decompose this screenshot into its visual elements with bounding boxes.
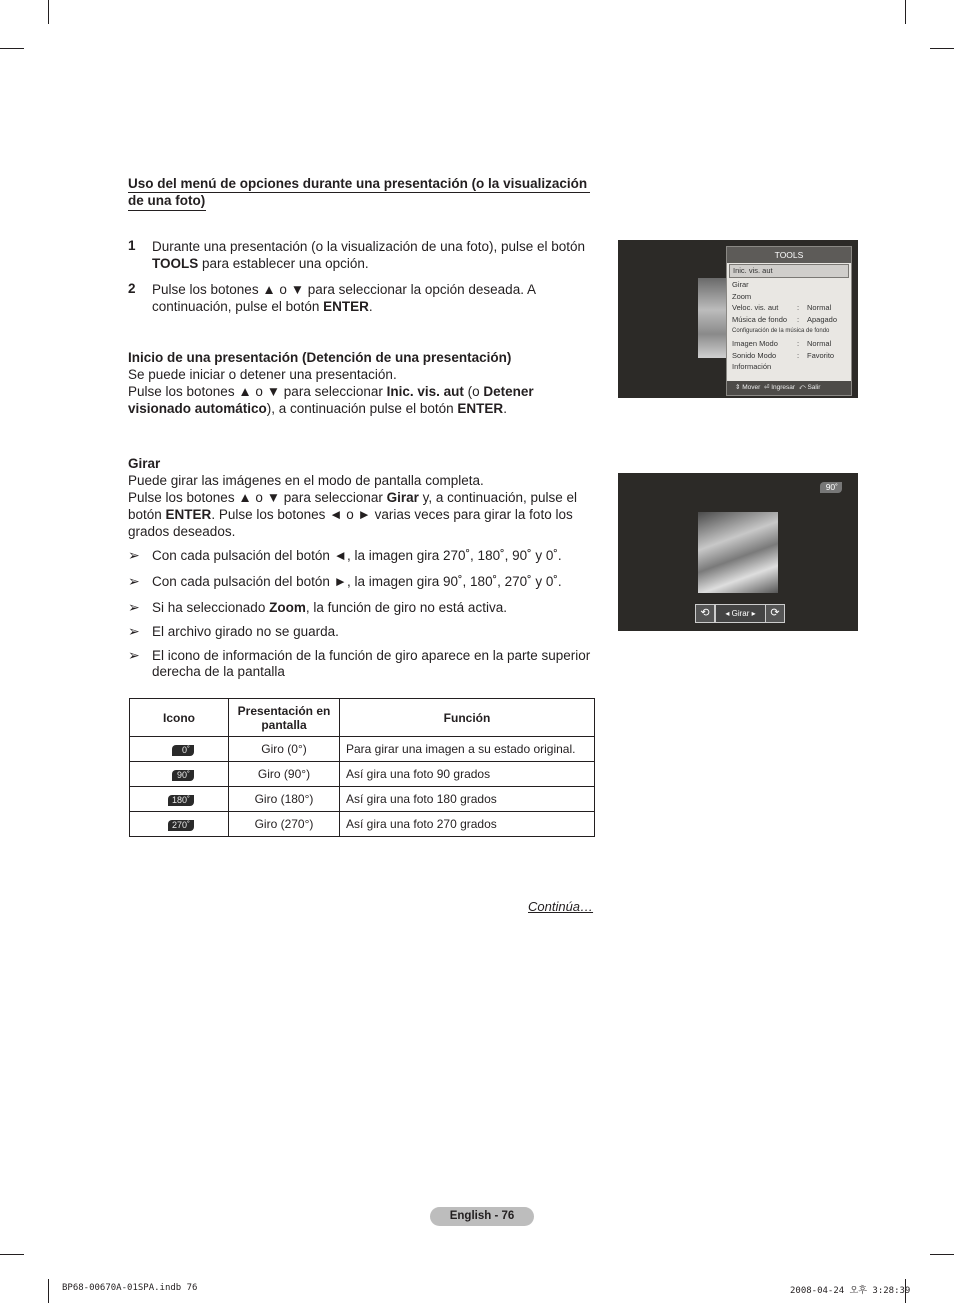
crop-mark [905,0,906,24]
rotate-right-icon[interactable]: ⟳ [765,604,785,623]
tools-menu-screenshot [618,240,858,398]
tools-menu-item[interactable]: Música de fondo : Apagado [732,315,838,325]
table-header: Icono [130,699,229,737]
rotate-screenshot [618,473,858,631]
rotate-control[interactable]: ◂ Girar ▸ [715,604,766,623]
crop-mark [0,1254,24,1255]
table-row: 0˚ Giro (0°) Para girar una imagen a su estado original. [130,737,595,762]
crop-mark [930,1254,954,1255]
step-number: 2 [128,281,136,296]
print-info-right: 2008-04-24 오후 3:28:39 [790,1286,911,1296]
photo-thumbnail [698,278,728,358]
note-arrow-icon: ➢ [128,623,140,639]
rotation-badge-icon: 90˚ [820,482,842,493]
rotation-badge-icon: 0˚ [172,745,194,756]
continue-label: Continúa… [528,899,594,914]
page-number: English - 76 [430,1207,534,1226]
section-heading: Uso del menú de opciones durante una presentación (o la visualización de una foto) [128,175,590,209]
rotate-left-icon[interactable]: ⟲ [695,604,715,623]
note-text: El icono de información de la función de giro aparece en la parte superior derecha de la pantalla [152,648,591,679]
table-row: 180˚ Giro (180°) Así gira una foto 180 grados [130,787,595,812]
note-text: Con cada pulsación del botón ◄, la imagen gira 270˚, 180˚, 90˚ y 0˚. [152,548,562,563]
step-number: 1 [128,238,136,253]
note-arrow-icon: ➢ [128,647,140,663]
rotation-icon-cell [130,737,229,762]
table-header-row [130,699,595,737]
tools-menu-item[interactable]: Imagen Modo : Normal [732,338,832,348]
note-text: El archivo girado no se guarda. [152,624,339,639]
rotation-badge-icon: 270˚ [168,820,194,831]
table-header: Función [340,699,595,737]
rotated-photo [698,512,778,593]
rotation-table [129,698,595,837]
note-text: Si ha seleccionado Zoom, la función de giro no está activa. [152,600,507,615]
rotate-title: Girar [128,456,161,471]
tools-menu [726,246,852,396]
tools-menu-item[interactable]: Girar [732,279,749,289]
table-header: Presentación en pantalla [229,699,340,737]
tools-menu-item[interactable]: Veloc. vis. aut : Normal [732,303,832,313]
crop-mark [48,1279,49,1303]
tools-menu-item[interactable]: Zoom [732,291,752,301]
rotation-badge-icon: 90˚ [172,770,194,781]
step-text: Durante una presentación (o la visualización de una foto), pulse el botón TOOLS para establecer una opción. [152,239,586,271]
enter-icon: ⏎ [763,384,770,391]
rotation-icon-cell [130,812,229,837]
tools-menu-item[interactable]: Información [732,362,772,372]
crop-mark [0,48,24,49]
note-arrow-icon: ➢ [128,599,140,615]
table-row: 90˚ Giro (90°) Así gira una foto 90 grados [130,762,595,787]
tools-menu-item[interactable]: Configuración de la música de fondo [732,327,830,334]
slideshow-title: Inicio de una presentación (Detención de una presentación) [128,350,512,365]
rotation-icon-cell [130,762,229,787]
slideshow-section: Inicio de una presentación (Detención de una presentación) Se puede iniciar o detener una presentación. Pulse los botones ▲ o ▼ para seleccionar Inic. vis. aut (o Detener visionado automático), a continuación pulse el botón ENTER. [128,350,534,416]
note-arrow-icon: ➢ [128,547,140,563]
rotation-icon-cell [130,787,229,812]
print-info-left: BP68-00670A-01SPA.indb 76 [62,1283,198,1293]
tools-menu-footer: ⇕ Mover ⏎ Ingresar ⤺ Salir [727,381,851,395]
table-row: 270˚ Giro (270°) Así gira una foto 270 grados [130,812,595,837]
updown-icon: ⇕ [735,384,741,391]
rotate-section: Girar Puede girar las imágenes en el modo de pantalla completa. Pulse los botones ▲ o ▼ para seleccionar Girar y, a continuación, pulse el botón ENTER. Pulse los botones ◄ o ► varias veces para girar la foto los grados deseados. [128,456,577,539]
note-text: Con cada pulsación del botón ►, la imagen gira 90˚, 180˚, 270˚ y 0˚. [152,574,562,589]
tools-menu-item[interactable]: Inic. vis. aut [729,264,849,278]
step-text: Pulse los botones ▲ o ▼ para seleccionar la opción deseada. A continuación, pulse el botón ENTER. [152,282,536,314]
note-arrow-icon: ➢ [128,573,140,589]
crop-mark [48,0,49,24]
exit-icon: ⤺ [798,384,806,391]
tools-menu-title: TOOLS [727,247,851,263]
crop-mark [930,48,954,49]
rotation-badge-icon: 180˚ [168,795,194,806]
tools-menu-item[interactable]: Sonido Modo : Favorito [732,350,835,360]
